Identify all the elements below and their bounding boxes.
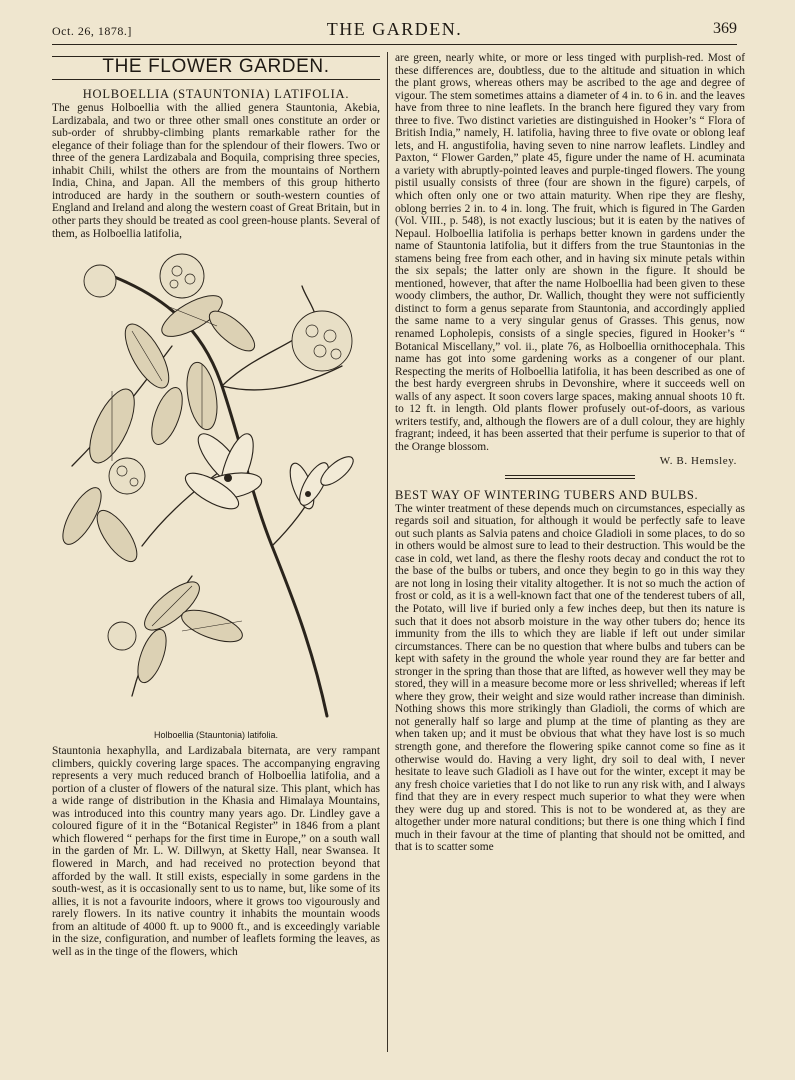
running-head	[52, 18, 737, 45]
article-title-holboellia: HOLBOELLIA (STAUNTONIA) LATIFOLIA.	[82, 86, 350, 101]
left-column	[52, 54, 380, 958]
section-title: THE FLOWER GARDEN.	[52, 56, 380, 80]
right-column	[395, 52, 745, 854]
column-rule	[387, 52, 388, 1052]
article1-paragraph-1: The genus Holboellia with the allied genera Stauntonia, Akebia, Lardizabala, and two or three other small ones constitute an order or sub-order of shrubby-climbing plants remarkable rather for the elegance of their foliage than for the splendour of their flowers. Two or three of the genera Lardizabala and Boquila, comprising three species, inhabit Chili, whilst the others are from the mountains of Northern India, China, and Japan. All the members of this group hitherto introduced are hardy in the southern or south-western counties of England and Ireland and along the western coast of Great Britain, but in other parts they should be treated as cool green-house plants. Several of them, as Holboellia latifolia,	[52, 102, 381, 240]
author-signature: W. B. Hemsley.	[659, 454, 737, 467]
article1-paragraph-2: Stauntonia hexaphylla, and Lardizabala biternata, are very rampant climbers, quickly covering large spaces. The accompanying engraving represents a very much reduced branch of Holboellia latifolia, and a portion of a cluster of flowers of the natural size. This plant, which has a wide range of distribution in the Khasia and Himalaya Mountains, was introduced into this country many years ago. Dr. Lindley gave a coloured figure of it in the “Botanical Register” in 1846 from a plant which flowered “ perhaps for the first time in Europe,” on a south wall in the garden of Mr. L. W. Dillwyn, at Sketty Hall, near Swansea. It flowered in March, and had received no protection beyond that afforded by the wall. It still exists, especially in some gardens in the south-west, as it is occasionally sent to us to name, but, like some of its allies, it is not a favourite indoors, where it grows too vigourously and rarely flowers. In its native country it inhabits the mountain woods from an altitude of 4000 ft. up to 9000 ft., and is exceedingly variable in the size, configuration, and number of leaflets forming the leaves, as well as in the tinge of the flowers, which	[52, 745, 380, 958]
botanical-engraving	[52, 246, 380, 741]
issue-date: Oct. 26, 1878.]	[52, 24, 132, 38]
article1-paragraph-3: are green, nearly white, or more or less tinged with purplish-red. Most of these differences are, doubtless, due to the altitude and situation in which the plant grows, whereas others may be ascribed to the age and degree of vigour. The stem sometimes attains a diameter of 4 in. to 6 in. and the leaves have from three to nine leaflets. In the branch here figured they vary from three to five. Two distinct varieties are distinguished in Hooker’s “ Flora of British India,” namely, H. latifolia, having three to five ovate or oblong leaf lets, and H. angustifolia, having seven to nine narrow leaflets. Lindley and Paxton, “ Flower Garden,” plate 45, figure under the name of H. acuminata a variety with abruptly-pointed leaves and purple-tinged flowers. The young pistil usually consists of three (four are shown in the figure) carpels, of which often only one or two attain maturity. When ripe they are fleshy, oblong berries 2 in. to 4 in. long. The fruit, which is figured in The Garden (Vol. VIII., p. 548), is not exactly luscious; but it is eaten by the natives of Nepaul. Holboellia latifolia is perhaps better known in gardens under the name of Stauntonia latifolia, but it differs from the true Stauntonias in the stamens being free from each other, and in having six minute petals within the six sepals; the latter only are shown in the figure. It should be mentioned, however, that after the name Holboellia had been given to these woody climbers, the author, Dr. Wallich, thought they were not sufficiently distinct to form a genus separate from Stauntonia, and accordingly applied the same name to a very singular genus of Grasses. This genus, now renamed Lopholepis, consists of a single species, figured in Hooker’s “ Botanical Miscellany,” vol. ii., plate 76, as Holboellia ornithocephala. This name has got into some gardening works as a congener of our plant. Respecting the merits of Holboellia latifolia, it has been described as one of the best hardy evergreen shrubs in Devonshire, where it succeeds well on walls of any aspect. It soon covers large spaces, making annual shoots 10 ft. to 12 ft. in length. Old plants flower profusely out-of-doors, as various writers testify, and, although the flowers are of a dull colour, they are highly fragrant; indeed, it has been asserted that their perfume is superior to that of the Orange blossom.	[395, 52, 745, 453]
article-divider	[505, 475, 635, 479]
article2-paragraph-1: The winter treatment of these depends much on circumstances, especially as regards soil and situation, for although it would be perfectly safe to leave out such plants as Salvia patens and choice Gladioli in some places, to do so in others would be almost sure to lead to their destruction. This would be the case in cold, wet land, as there the fleshy roots decay and conduct the rot to the base of the bulbs or tubers, and once they begin to go in this way they are not long in losing their vitality altogether. It is not so much the action of frost or cold, as it is a well-known fact that one of the tenderest tubers of all, the Potato, will live if buried only a few inches deep, but then its nature is such that it does not absorb moisture in the way other tubers do; hence its immunity from the ills to which they are liable if left out under similar circumstances. There can be no question that where bulbs and tubers can be kept with safety in the ground the whole year round they are far better and stronger in the spring than those that are lifted, as however well they may be stored, they will in a measure become more or less shrivelled; whereas if left where they grow, their weight and size would rather increase than diminish. Nothing shows this more strikingly than Gladioli, the corms of which are not generally half so large and plump at the time of planting as they are when taken up; and it must be obvious that what they have lost is so much strength gone, and therefore the flowering spike cannot come so fine as it otherwise would do. Having a very light, dry soil to deal with, I never hesitate to leave such Gladioli as I have out for the winter, except it may be any fresh choice varieties that I do not like to run any risk with, and I always find that they are in every respect much superior to what they were when they were dug up and stored. This is not to be wondered at, as they are altogether under more natural conditions; but there is one thing which I find much in their favour at the time of planting that should not be omitted, and that is to scatter some	[395, 502, 745, 854]
holboellia-illustration	[52, 246, 380, 726]
figure-caption: Holboellia (Stauntonia) latifolia.	[153, 729, 279, 740]
article-title-wintering: BEST WAY OF WINTERING TUBERS AND BULBS.	[395, 488, 699, 503]
page-number: 369	[713, 20, 737, 37]
journal-title: THE GARDEN.	[326, 19, 463, 39]
